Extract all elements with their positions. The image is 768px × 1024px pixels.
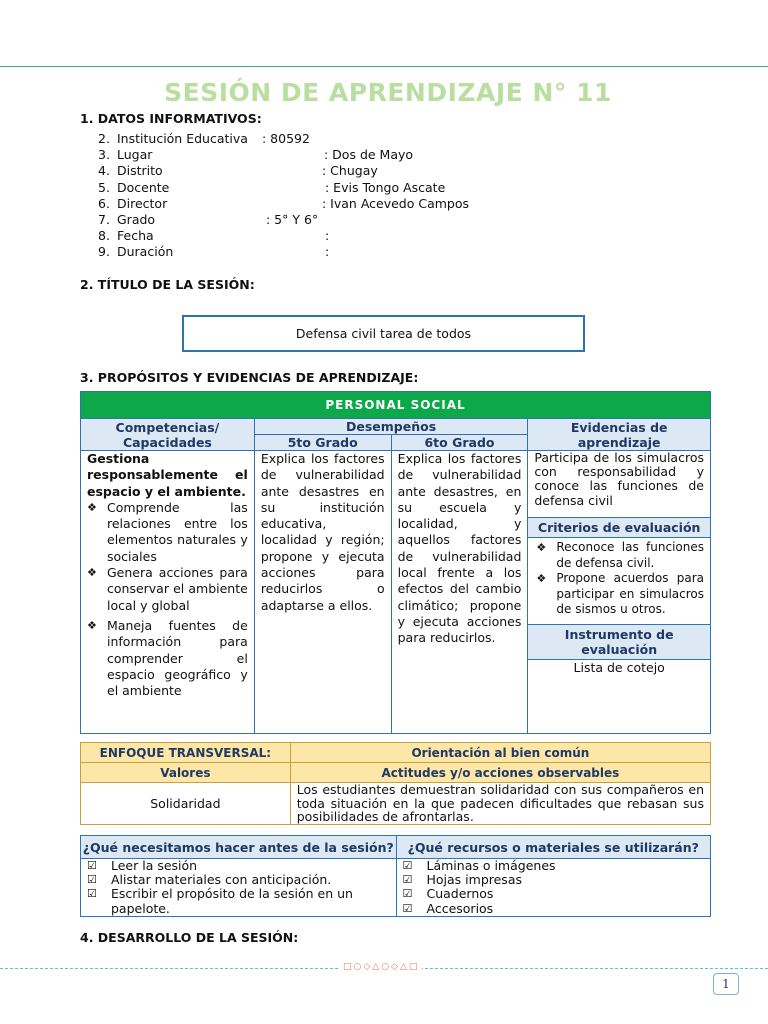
top-divider [0, 66, 768, 67]
valores-label: Valores [81, 763, 291, 783]
criterios-list [528, 538, 710, 624]
section-2-heading: 2. TÍTULO DE LA SESIÓN: [80, 277, 255, 292]
checkbox-icon: ☑ [87, 873, 97, 887]
antes-cell [81, 859, 397, 917]
competencias-header: Competencias/ Capacidades [81, 419, 255, 451]
grade-5-header: 5to Grado [254, 435, 391, 451]
info-row: 5. Docente : Evis Tongo Ascate [98, 179, 446, 195]
info-value: : Dos de Mayo [324, 147, 414, 163]
desempeno-6to-cell: Explica los factores de vulnerabilidad ante desastres, en su escuela y localidad, y aquellos factores de vulnerabilidad local frente a los efectos del cambio climático; propone y ejecuta acciones para reducirlos. [391, 451, 528, 734]
info-label: Director [117, 195, 168, 211]
list-item: ☑ Láminas o imágenes [402, 858, 556, 873]
orientacion-label: Orientación al bien común [290, 743, 710, 763]
purposes-table [80, 391, 711, 734]
info-label: Docente [117, 179, 170, 195]
info-label: Duración [117, 244, 174, 260]
info-value: : Ivan Acevedo Campos [322, 195, 470, 211]
diamond-bullet-icon: ❖ [536, 572, 547, 585]
info-row: 6. Director : Ivan Acevedo Campos [98, 195, 470, 211]
evidencia-text: Participa de los simulacros con responsabilidad y conoce las funciones de defensa civil [534, 450, 704, 508]
info-list [98, 131, 470, 261]
diamond-bullet-icon: ❖ [87, 500, 97, 514]
instrumento-header: Instrumento de evaluación [528, 624, 710, 660]
info-value: : 80592 [262, 131, 310, 146]
enfoque-table [80, 742, 711, 825]
info-value: : Evis Tongo Ascate [325, 179, 446, 195]
preparation-table [80, 835, 711, 917]
list-item: ☑ Leer la sesión [87, 858, 198, 873]
recursos-cell [396, 859, 711, 917]
info-row: 8. Fecha : [98, 228, 330, 244]
checkbox-icon: ☑ [87, 887, 97, 901]
desempeno-5to-cell: Explica los factores de vulnerabilidad ante desastres en su institución educativa, localidad y región; propone y ejecuta acciones para reducirlos o adaptarse a ellos. [254, 451, 391, 734]
info-value: : [325, 244, 330, 260]
recursos-list [397, 859, 711, 916]
actitud-cell: Los estudiantes demuestran solidaridad con sus compañeros en toda situación en la que padecen dificultades que rebasan sus posibilidades de afrontarlas. [290, 783, 710, 825]
area-header: PERSONAL SOCIAL [81, 392, 711, 419]
diamond-bullet-icon: ❖ [87, 618, 97, 632]
session-title-box: Defensa civil tarea de todos [182, 315, 585, 352]
list-item: ❖ Maneja fuentes de información para comprender el espacio geográfico y el ambiente [87, 617, 248, 699]
enfoque-label: ENFOQUE TRANSVERSAL: [81, 743, 291, 763]
info-label: Fecha [117, 228, 154, 244]
list-item: ☑ Hojas impresas [402, 872, 522, 888]
page-number: 1 [713, 973, 739, 995]
evidencias-cell [528, 451, 711, 734]
info-row: 9. Duración : [98, 244, 330, 260]
info-value: : Chugay [322, 163, 378, 179]
instrumento-value: Lista de cotejo [573, 659, 665, 675]
list-item: ❖ Comprende las relaciones entre los elementos naturales y sociales [87, 499, 248, 564]
checkbox-icon: ☑ [402, 859, 413, 872]
checkbox-icon: ☑ [402, 873, 413, 887]
info-row: 2. Institución Educativa : 80592 [98, 131, 310, 146]
info-row: 3. Lugar : Dos de Mayo [98, 147, 414, 163]
footer-shapes-icon: □○◇△○◇△□ [340, 962, 422, 972]
info-label: Institución Educativa [117, 131, 248, 146]
checkbox-icon: ☑ [87, 859, 97, 872]
section-3-heading: 3. PROPÓSITOS Y EVIDENCIAS DE APRENDIZAJE: [80, 370, 419, 385]
antes-list [81, 859, 396, 916]
antes-header: ¿Qué necesitamos hacer antes de la sesión? [81, 836, 397, 859]
list-item: ☑ Escribir el propósito de la sesión en un papelote. [87, 886, 353, 916]
list-item: ☑ Cuadernos [402, 886, 494, 902]
page-title: SESIÓN DE APRENDIZAJE N° 11 [164, 78, 612, 107]
checkbox-icon: ☑ [402, 887, 413, 901]
valor-cell: Solidaridad [81, 783, 291, 825]
info-row: 4. Distrito : Chugay [98, 163, 378, 179]
diamond-bullet-icon: ❖ [536, 541, 547, 554]
list-item: ☑ Alistar materiales con anticipación. [87, 872, 332, 888]
diamond-bullet-icon: ❖ [87, 566, 97, 580]
grade-6-header: 6to Grado [391, 435, 528, 451]
list-item: ☑ Accesorios [402, 900, 494, 916]
info-value: : 5° Y 6° [266, 211, 319, 227]
list-item: ❖ Genera acciones para conservar el ambiente local y global [87, 565, 248, 613]
info-label: Lugar [117, 147, 153, 163]
competencias-cell [81, 451, 255, 734]
info-value: : [325, 228, 330, 244]
desempenos-header: Desempeños [254, 419, 528, 435]
actitudes-label: Actitudes y/o acciones observables [290, 763, 710, 783]
list-item: ❖ Propone acuerdos para participar en simulacros de sismos u otros. [536, 571, 704, 616]
recursos-header: ¿Qué recursos o materiales se utilizarán? [396, 836, 711, 859]
section-1-heading: 1. DATOS INFORMATIVOS: [80, 111, 262, 126]
capacidades-list [87, 500, 248, 700]
evidencias-header: Evidencias de aprendizaje [528, 419, 711, 451]
section-4-heading: 4. DESARROLLO DE LA SESIÓN: [80, 930, 299, 945]
info-label: Distrito [117, 163, 163, 179]
list-item: ❖ Reconoce las funciones de defensa civil. [536, 540, 704, 570]
info-label: Grado [117, 211, 156, 227]
criterios-header: Criterios de evaluación [528, 517, 710, 538]
checkbox-icon: ☑ [402, 901, 413, 915]
info-row: 7. Grado : 5° Y 6° [98, 211, 319, 227]
competencia-title: Gestiona responsablemente el espacio y el ambiente. [87, 451, 248, 499]
